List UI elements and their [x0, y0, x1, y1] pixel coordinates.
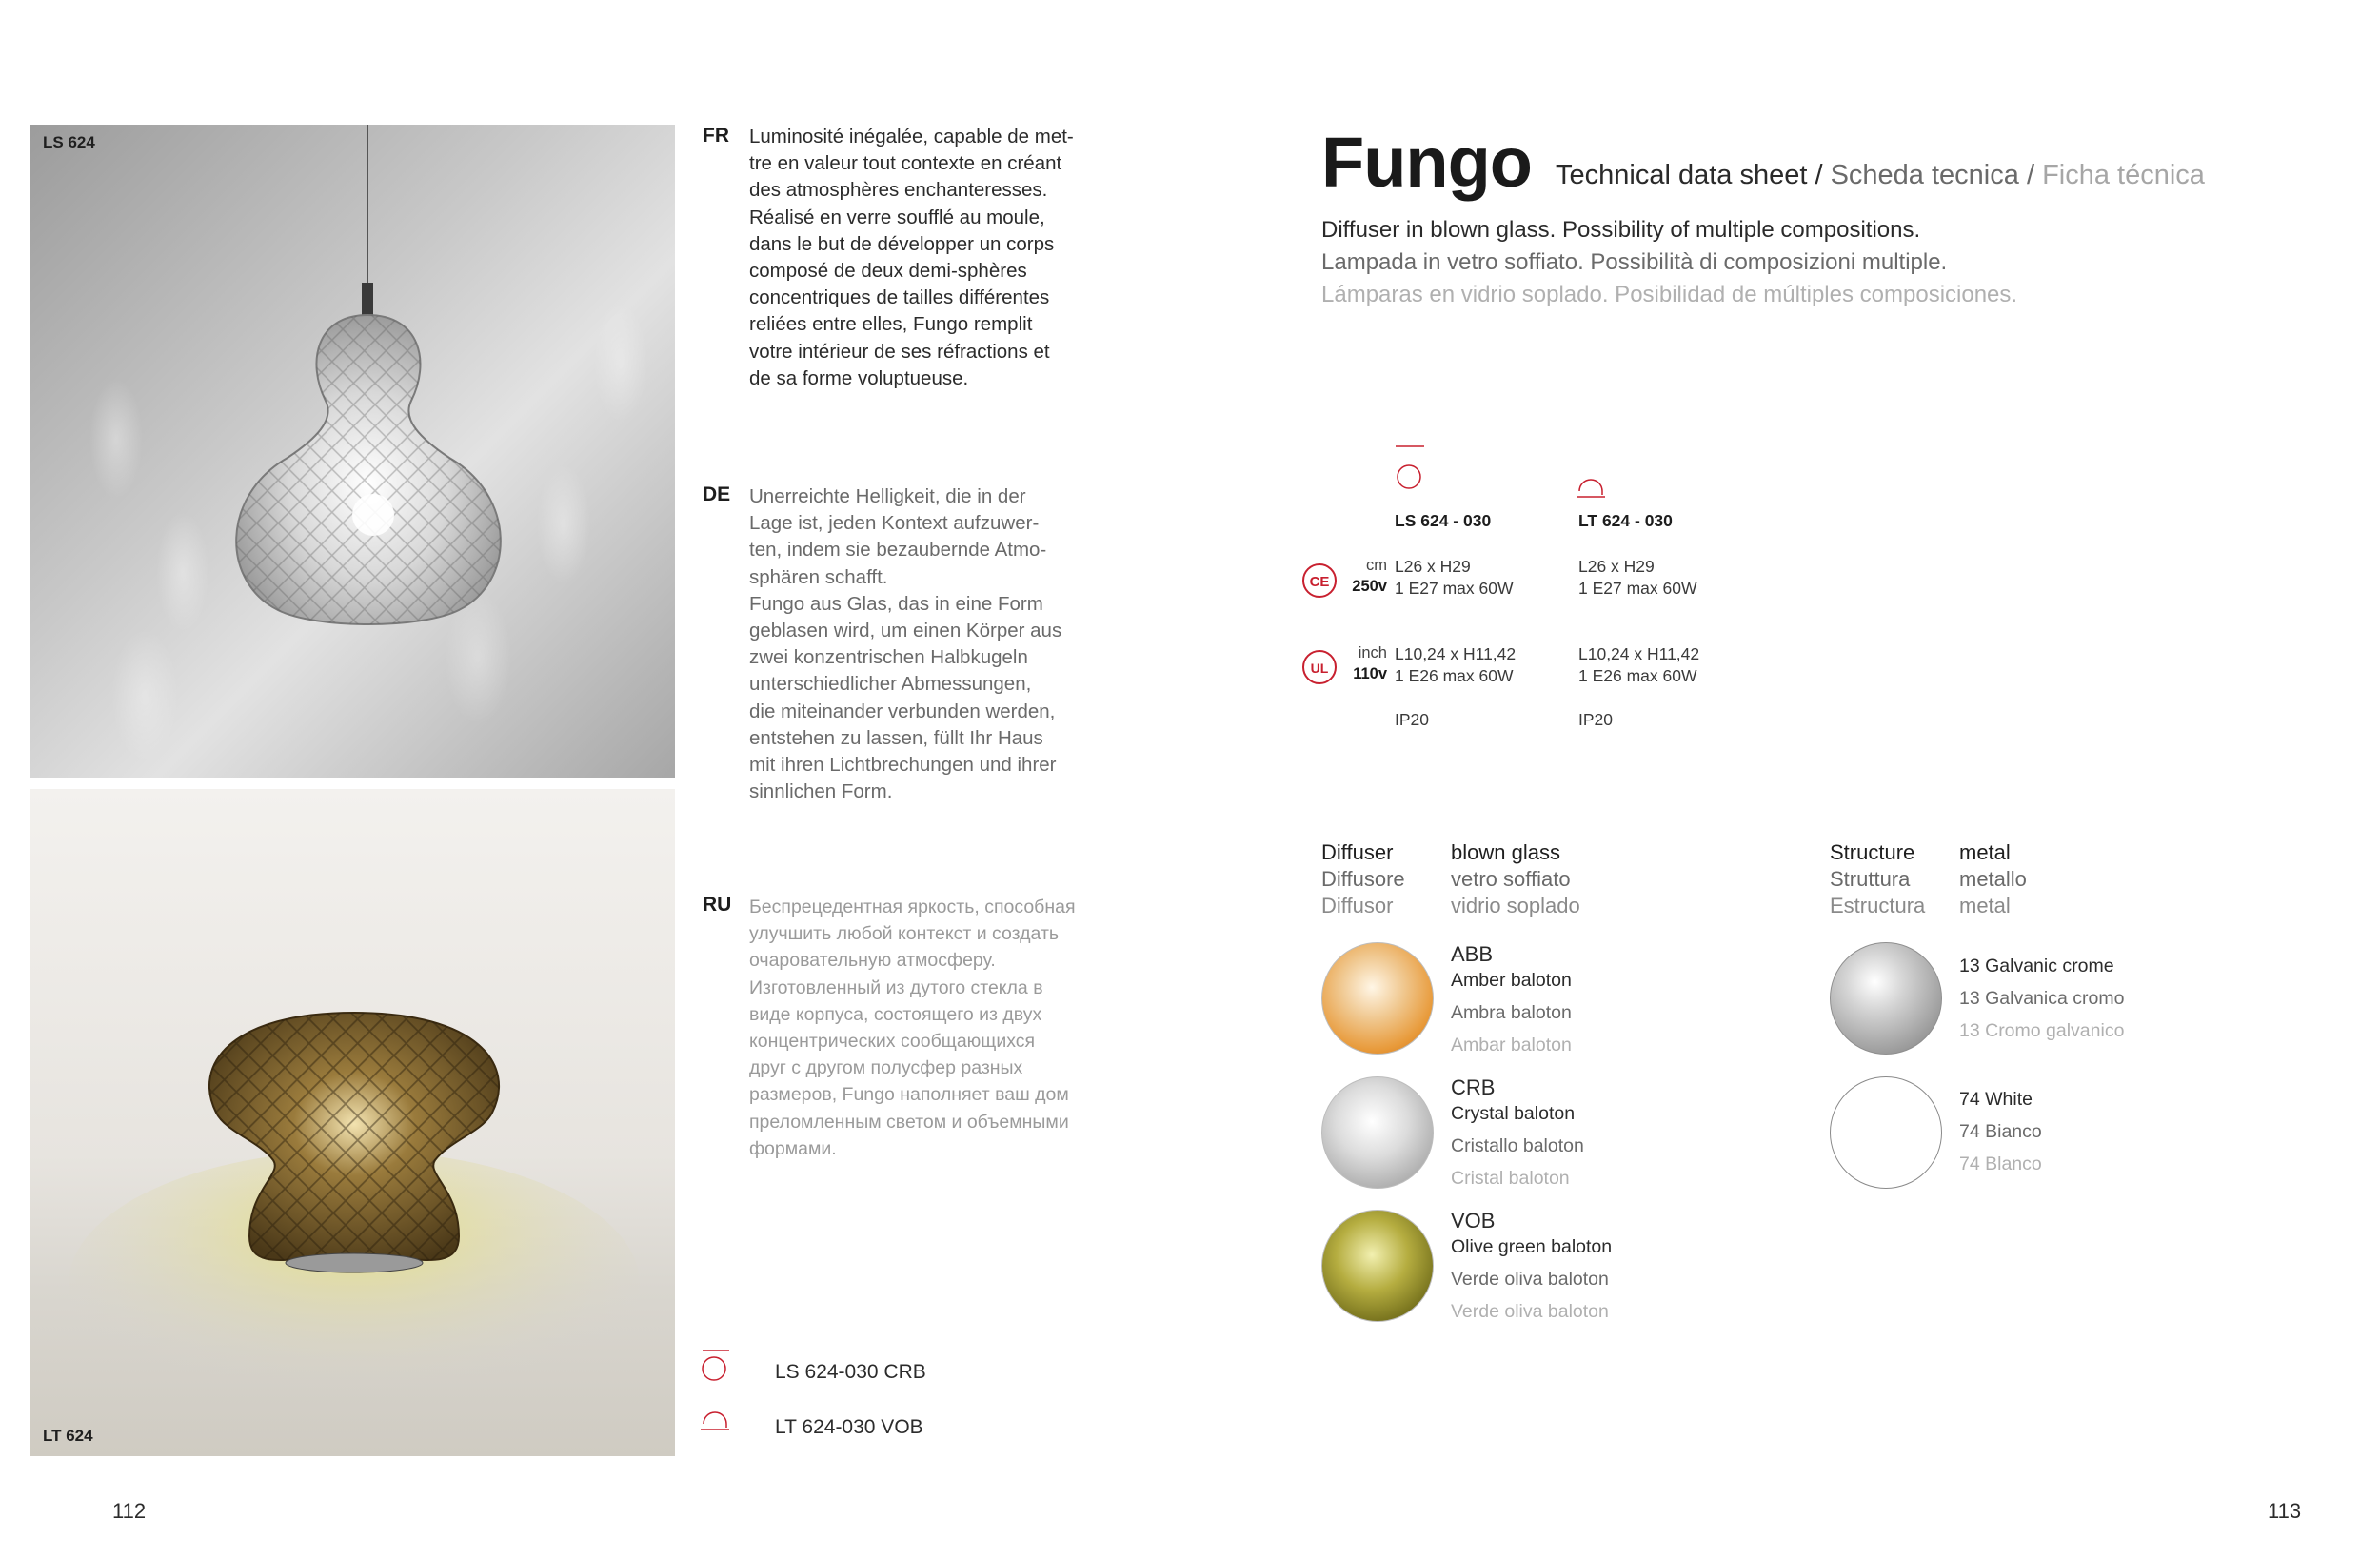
swatch-crystal-baloton [1321, 1076, 1434, 1189]
structure-material [1959, 839, 2027, 919]
finish-code-abb: ABB [1451, 942, 1494, 966]
text-ru: Беспрецедентная яркость, способная улучшить любой контекст и создать очаровательную атмосферу. Изготовленный из дутого стекла в виде корпуса, состоящего из двух концентрических сообщающихся друг с другом полусфер разных размеров, Fungo наполняет ваш дом преломленным светом и объемными формами. [749, 897, 1076, 1159]
volt-110: 110v [1353, 665, 1387, 682]
page-number-left: 112 [112, 1499, 147, 1523]
diffuser-value-it: vetro soffiato [1451, 867, 1571, 891]
subtitle-it: Scheda tecnica [1830, 160, 2019, 190]
swatch-olive-green-baloton [1321, 1210, 1434, 1322]
variant-row-lt [701, 1405, 1081, 1443]
finish-abb-it: Ambra baloton [1451, 1002, 1572, 1023]
finish-crb-en: Crystal baloton [1451, 1103, 1576, 1124]
finish-74-it: 74 Bianco [1959, 1121, 2042, 1142]
subtitle-sep-1: / [1807, 160, 1831, 190]
finish-code-vob: VOB [1451, 1209, 1496, 1233]
spec-ls-ip: IP20 [1395, 710, 1429, 729]
structure-label-es: Estructura [1830, 894, 1926, 917]
finish-crb-es: Cristal baloton [1451, 1168, 1570, 1189]
diffuser-material [1451, 839, 1580, 919]
ul-mark-text: UL [1310, 661, 1329, 676]
swatch-white [1830, 1076, 1942, 1189]
lang-code-ru: RU [703, 894, 732, 916]
finish-abb-en: Amber baloton [1451, 970, 1572, 991]
structure-label [1830, 839, 1925, 919]
volt-250: 250v [1352, 578, 1387, 595]
structure-value-it: metallo [1959, 867, 2027, 891]
text-de: Unerreichte Helligkeit, die in der Lage ist, jeden Kontext aufzuwer- ten, indem sie bezaubernde Atmo- sphären schafft. Fungo aus Glas, das in eine Form geblasen wird, um einen Körper aus zwei konzentrischen Halbkugeln unterschiedlicher Abmessungen, die miteinander verbunden werden, entstehen zu lassen, füllt Ihr Haus mit ihren Lichtbrechungen und ihrer sinnlichen Form. [749, 485, 1062, 803]
finish-abb-es: Ambar baloton [1451, 1035, 1572, 1055]
diffuser-value-es: vidrio soplado [1451, 894, 1580, 917]
description-es: Lámparas en vidrio soplado. Posibilidad de múltiples composiciones. [1321, 282, 2018, 307]
product-subtitle [1556, 160, 2205, 191]
subtitle-sep-2: / [2018, 160, 2043, 190]
table-symbol-icon [701, 1405, 733, 1437]
finish-vob-es: Verde oliva baloton [1451, 1301, 1609, 1322]
variant-lt-code: LT 624-030 VOB [775, 1416, 923, 1438]
subtitle-es: Ficha técnica [2042, 160, 2205, 190]
finish-13-it: 13 Galvanica cromo [1959, 988, 2125, 1009]
text-fr: Luminosité inégalée, capable de met- tre en valeur tout contexte en créant des atmosphères enchanteresses. Réalisé en verre soufflé au moule, dans le but de développer un corps composé de deux demi-sphères concentriques de tailles différentes reliées entre elles, Fungo remplit votre intérieur de ses réfractions et de sa forme voluptueuse. [749, 126, 1074, 389]
spec-ls-inch: L10,24 x H11,42 1 E26 max 60W [1395, 644, 1517, 685]
finish-crb-it: Cristallo baloton [1451, 1135, 1584, 1156]
finish-vob-it: Verde oliva baloton [1451, 1269, 1609, 1290]
spec-lt-inch: L10,24 x H11,42 1 E26 max 60W [1578, 644, 1700, 685]
structure-value-es: metal [1959, 894, 2011, 917]
lang-code-de: DE [703, 483, 731, 505]
description-en: Diffuser in blown glass. Possibility of multiple compositions. [1321, 217, 1921, 243]
page-number-right: 113 [2268, 1499, 2302, 1523]
product-title: Fungo [1321, 123, 1533, 202]
swatch-galvanic-crome [1830, 942, 1942, 1055]
photo-label-lt624: LT 624 [43, 1427, 93, 1445]
diffuser-value-en: blown glass [1451, 840, 1560, 864]
structure-value-en: metal [1959, 840, 2011, 864]
lang-code-fr: FR [703, 125, 729, 147]
ce-mark-text: CE [1309, 574, 1330, 590]
table-lamp-illustration [30, 789, 675, 1456]
pendant-symbol-icon [701, 1350, 733, 1382]
pendant-lamp-photo [30, 125, 675, 778]
finish-74-en: 74 White [1959, 1089, 2033, 1110]
diffuser-label-it: Diffusore [1321, 867, 1405, 891]
unit-inch: inch [1358, 644, 1387, 661]
subtitle-en: Technical data sheet [1556, 160, 1808, 190]
spec-lt-cm: L26 x H29 1 E27 max 60W [1578, 557, 1697, 598]
variant-ls-code: LS 624-030 CRB [775, 1361, 926, 1383]
swatch-amber-baloton [1321, 942, 1434, 1055]
finish-code-crb: CRB [1451, 1075, 1496, 1099]
finish-vob-en: Olive green baloton [1451, 1236, 1613, 1257]
structure-label-it: Struttura [1830, 867, 1911, 891]
variant-row-ls [701, 1350, 1081, 1388]
description-it: Lampada in vetro soffiato. Possibilità di composizioni multiple. [1321, 249, 1948, 275]
spec-ls-cm: L26 x H29 1 E27 max 60W [1395, 557, 1514, 598]
structure-label-en: Structure [1830, 840, 1915, 864]
finish-13-en: 13 Galvanic crome [1959, 956, 2114, 976]
table-lamp-photo [30, 789, 675, 1456]
model-code-lt: LT 624 - 030 [1578, 511, 1673, 530]
unit-cm: cm [1366, 557, 1387, 574]
finish-13-es: 13 Cromo galvanico [1959, 1020, 2125, 1041]
photo-label-ls624: LS 624 [43, 133, 95, 151]
pendant-lamp-illustration [30, 125, 675, 778]
diffuser-label-en: Diffuser [1321, 840, 1394, 864]
model-code-ls: LS 624 - 030 [1395, 511, 1492, 530]
diffuser-label-es: Diffusor [1321, 894, 1394, 917]
table-symbol-icon [1577, 472, 1611, 506]
finish-74-es: 74 Blanco [1959, 1154, 2042, 1174]
pendant-symbol-icon [1394, 445, 1428, 491]
diffuser-label [1321, 839, 1405, 919]
spec-lt-ip: IP20 [1578, 710, 1613, 729]
